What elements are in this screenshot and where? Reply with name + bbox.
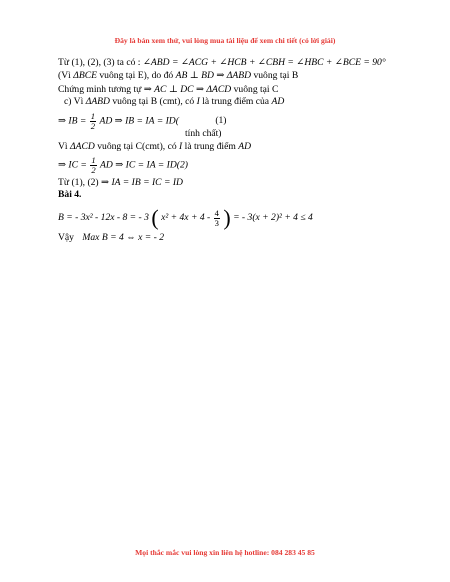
right-paren: ) bbox=[223, 205, 231, 230]
denominator: 2 bbox=[91, 164, 96, 175]
heading-text: Bài 4. bbox=[58, 189, 82, 200]
math: = - 3(x + 2)² + 4 ≤ 4 bbox=[233, 212, 313, 224]
math: AC ⊥ DC ⇒ ΔACD bbox=[154, 84, 232, 95]
math: I bbox=[179, 141, 183, 152]
left-paren: ( bbox=[151, 205, 159, 230]
text: Từ (1), (2) ⇒ bbox=[58, 177, 110, 188]
angle-equation: ∠ABD = ∠ACG + ∠HCB + ∠CBH = ∠HBC + ∠BCE = 90° bbox=[142, 57, 386, 68]
math: ΔABD bbox=[85, 96, 110, 107]
math: AD ⇒ IB = IA = ID( bbox=[99, 115, 179, 127]
numerator: 1 bbox=[91, 155, 96, 165]
line-expression-b bbox=[58, 207, 313, 229]
text: vuông tại B bbox=[253, 70, 299, 81]
line-part-c bbox=[64, 97, 284, 107]
text: vuông tại C(cmt), có bbox=[97, 141, 177, 152]
denominator: 3 bbox=[214, 217, 219, 228]
text: là trung điểm bbox=[184, 141, 236, 152]
text: vuông tại C bbox=[233, 84, 279, 95]
line-conclusion-angles bbox=[58, 58, 386, 68]
line-final-equality bbox=[58, 178, 183, 188]
equation-number: (1) bbox=[215, 115, 227, 127]
math: ⇒ IC = bbox=[58, 159, 87, 171]
fraction-half bbox=[90, 112, 96, 130]
fraction-four-thirds bbox=[214, 209, 220, 227]
heading-bai-4 bbox=[58, 190, 81, 200]
text: vuông tại B (cmt), có bbox=[112, 96, 195, 107]
math: IA = IB = IC = ID bbox=[111, 177, 183, 188]
numerator: 1 bbox=[90, 111, 96, 121]
text: c) Vì bbox=[64, 96, 84, 107]
math: I bbox=[196, 96, 200, 107]
math: ⇒ IB = bbox=[58, 115, 87, 127]
math: x² + 4x + 4 - bbox=[161, 212, 211, 224]
preview-notice-banner: Đây là bản xem thử, vui lòng mua tài liệu để xem chi tiết (có lời giải) bbox=[114, 36, 336, 45]
math: AB ⊥ BD ⇒ ΔABD bbox=[175, 70, 252, 81]
text: (Vì bbox=[58, 70, 71, 81]
math: AD ⇒ IC = IA = ID(2) bbox=[100, 159, 188, 171]
text: vuông tại E), do đó bbox=[99, 70, 174, 81]
fraction-half bbox=[90, 156, 96, 174]
text: Chứng minh tương tự ⇒ bbox=[58, 84, 152, 95]
denominator: 2 bbox=[90, 120, 96, 131]
math: B = - 3x² - 12x - 8 = - 3 bbox=[58, 212, 149, 224]
line-triangle-bce bbox=[58, 71, 298, 81]
math: ΔBCE bbox=[73, 70, 97, 81]
line-conclusion-max bbox=[58, 233, 164, 243]
numerator: 4 bbox=[214, 207, 219, 218]
caption-property: tính chất) bbox=[185, 128, 222, 139]
text: là trung điểm của bbox=[202, 96, 270, 107]
text: Vậy bbox=[58, 232, 74, 243]
hotline-notice-banner: Mọi thắc mắc vui lòng xin liên hệ hotline: 084 283 45 85 bbox=[135, 548, 315, 557]
line-triangle-acd bbox=[58, 142, 251, 152]
math: AD bbox=[238, 141, 252, 152]
math: ΔACD bbox=[70, 141, 95, 152]
math: AD bbox=[271, 96, 285, 107]
line-ic-equation bbox=[58, 156, 188, 174]
line-similar-proof bbox=[58, 85, 278, 95]
line-text: Từ (1), (2), (3) ta có : bbox=[58, 57, 141, 68]
math: Max B = 4 ⇔ x = - 2 bbox=[82, 232, 165, 243]
text: Vì bbox=[58, 141, 68, 152]
